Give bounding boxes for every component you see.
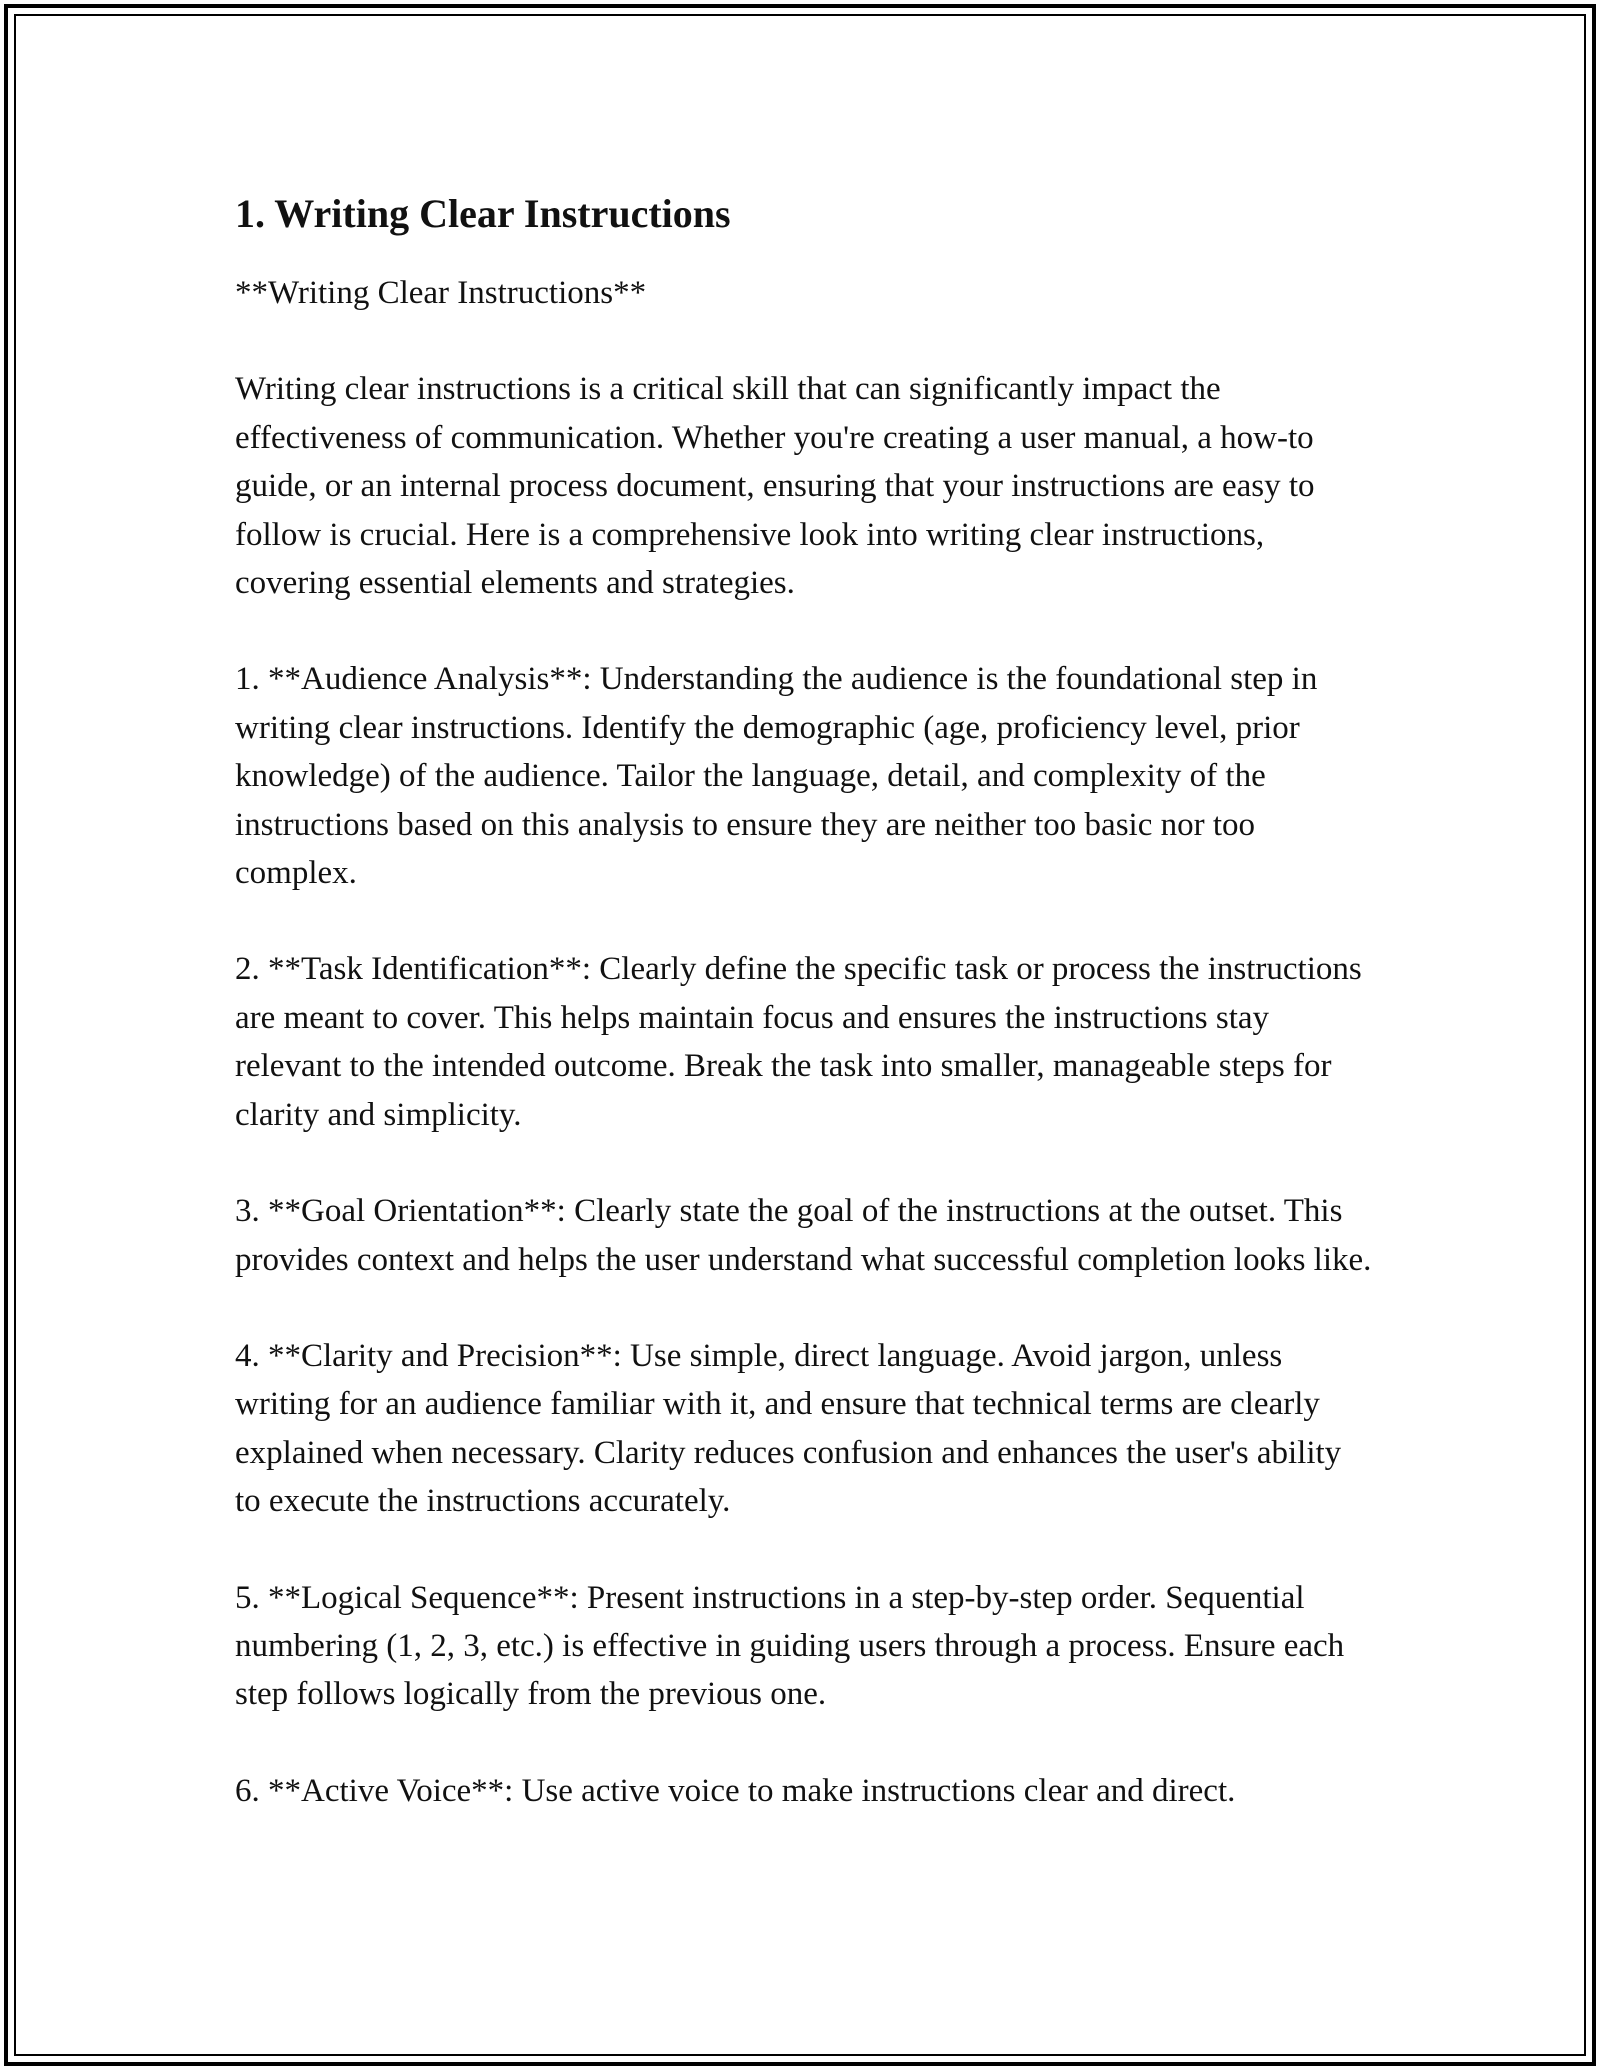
list-item-clarity-and-precision: 4. **Clarity and Precision**: Use simple, direct language. Avoid jargon, unless writing for an audience familiar with it, and ensure that technical terms are clearly explained when necessary. Clarity reduces confusion and enhances the user's ability to execute the instructions accurately. — [235, 1337, 1342, 1520]
intro-paragraph: Writing clear instructions is a critical skill that can significantly impact the effectiveness of communication. Whether you're creating a user manual, a how-to guide, or an internal process document, ensuring that your instructions are easy to follow is crucial. Here is a comprehensive look into writing clear instructions, covering essential elements and strategies. — [235, 371, 1315, 602]
document-heading: 1. Writing Clear Instructions — [235, 191, 731, 236]
list-item-logical-sequence: 5. **Logical Sequence**: Present instructions in a step-by-step order. Sequential numbering (1, 2, 3, etc.) is effective in guiding users through a process. Ensure each step follows logically from the previous one. — [235, 1579, 1345, 1713]
list-item-task-identification: 2. **Task Identification**: Clearly define the specific task or process the instructions are meant to cover. This helps maintain focus and ensures the instructions stay relevant to the intended outcome. Break the task into smaller, manageable steps for clarity and simplicity. — [235, 951, 1362, 1133]
list-item-audience-analysis: 1. **Audience Analysis**: Understanding the audience is the foundational step in writing clear instructions. Identify the demographic (age, proficiency level, prior knowledge) of the audience. Tailor the language, detail, and complexity of the instructions based on this analysis to ensure they are neither too basic nor too complex. — [235, 661, 1318, 892]
list-item-goal-orientation: 3. **Goal Orientation**: Clearly state the goal of the instructions at the outset. This provides context and helps the user understand what successful completion looks like. — [235, 1193, 1372, 1278]
list-item-active-voice: 6. **Active Voice**: Use active voice to make instructions clear and direct. — [235, 1772, 1236, 1809]
document-subtitle: **Writing Clear Instructions** — [235, 275, 647, 311]
document-page — [235, 185, 1375, 1863]
